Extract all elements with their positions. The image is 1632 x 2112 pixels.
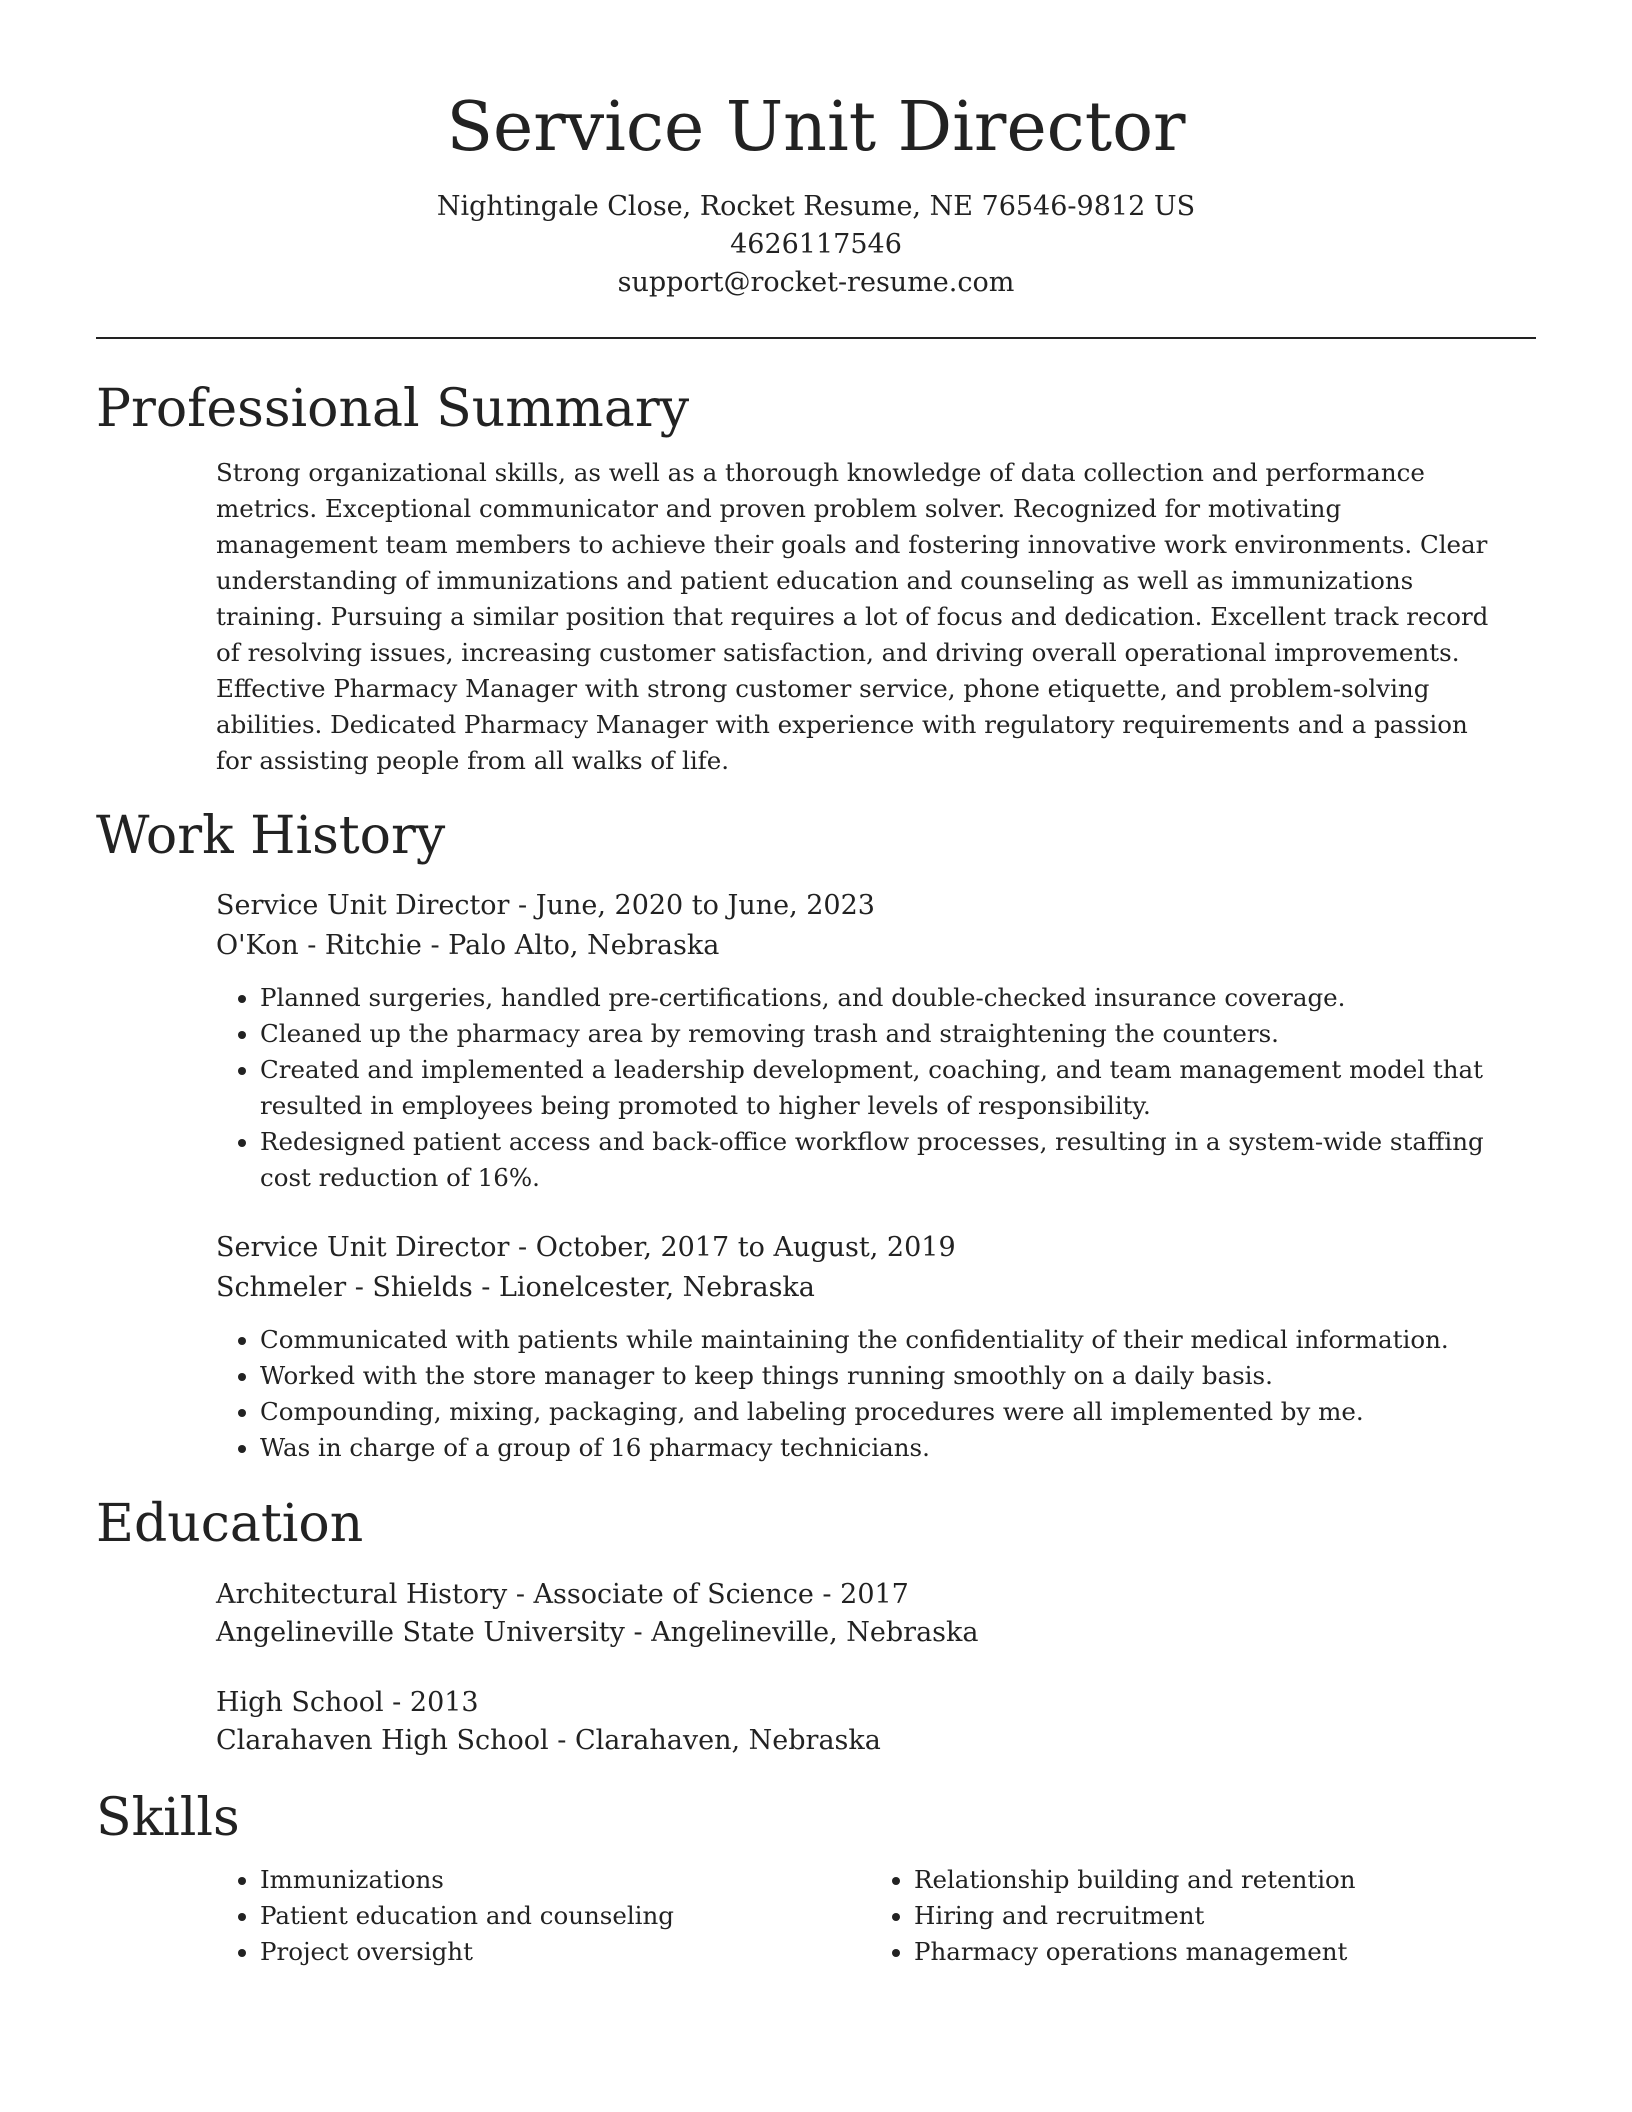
job-bullet: • Communicated with patients while maintaining the confidentiality of their medical information. (260, 1322, 1540, 1358)
job-company: Schmeler - Shields (216, 1271, 473, 1303)
job-entry (216, 886, 1536, 1196)
skill-item: • Hiring and recruitment (914, 1898, 1524, 1934)
job-bullets (216, 980, 1540, 1196)
skill-item: • Patient education and counseling (260, 1898, 870, 1934)
skills-columns (216, 1862, 1536, 1970)
skill-item: • Pharmacy operations management (914, 1934, 1524, 1970)
contact-block (96, 188, 1536, 302)
skills-section (96, 1786, 1536, 1970)
education-location: Clarahaven, Nebraska (574, 1724, 881, 1756)
education-school-line: Angelineville State University - Angelineville, Nebraska (216, 1616, 979, 1648)
job-bullets (216, 1322, 1540, 1466)
education-degree: High School (216, 1686, 384, 1718)
skill-item: • Immunizations (260, 1862, 870, 1898)
job-location: Palo Alto, Nebraska (448, 929, 720, 961)
education-entry (216, 1576, 1536, 1652)
education-school-line: Clarahaven High School - Clarahaven, Nebraska (216, 1724, 881, 1756)
education-school: Clarahaven High School (216, 1724, 549, 1756)
resume-page (96, 0, 1536, 1970)
professional-summary-section (96, 377, 1536, 779)
job-title: Service Unit Director (216, 1231, 510, 1263)
contact-address: Nightingale Close, Rocket Resume, NE 76546-9812 US (436, 191, 1196, 222)
skill-item: • Relationship building and retention (914, 1862, 1524, 1898)
skills-list-left (216, 1862, 870, 1970)
job-bullet: • Redesigned patient access and back-office workflow processes, resulting in a system-wide staffing cost reduction of 16%. (260, 1124, 1540, 1196)
job-bullet: • Planned surgeries, handled pre-certifications, and double-checked insurance coverage. (260, 980, 1540, 1016)
education-degree: Architectural History - Associate of Science (216, 1578, 814, 1610)
education-year: 2017 (840, 1578, 909, 1610)
section-heading-summary: Professional Summary (96, 379, 690, 439)
job-title: Service Unit Director (216, 889, 510, 921)
job-bullet: • Created and implemented a leadership development, coaching, and team management model that resulted in employees being promoted to higher levels of responsibility. (260, 1052, 1540, 1124)
job-title-line: Service Unit Director - June, 2020 to June, 2023 (216, 889, 875, 921)
job-bullet: • Cleaned up the pharmacy area by removing trash and straightening the counters. (260, 1016, 1540, 1052)
section-heading-work: Work History (96, 805, 446, 866)
section-heading-education: Education (96, 1493, 364, 1554)
job-entry (216, 1228, 1536, 1466)
education-year: 2013 (409, 1686, 479, 1718)
resume-name: Service Unit Director (446, 88, 1186, 167)
job-title-line: Service Unit Director - October, 2017 to August, 2019 (216, 1231, 956, 1263)
header-divider (96, 337, 1536, 339)
contact-phone: 4626117546 (730, 229, 902, 260)
work-history-section (96, 804, 1536, 1466)
job-company-line: Schmeler - Shields - Lionelcester, Nebraska (216, 1271, 815, 1303)
summary-text: Strong organizational skills, as well as a thorough knowledge of data collection and performance metrics. Exceptional communicator and proven problem solver. Recognized for motivating management team members to achieve their goals and fostering innovative work environments. Clear understanding of immunizations and patient education and counseling as well as immunizations training. Pursuing a similar position that requires a lot of focus and dedication. Excellent track record of resolving issues, increasing customer satisfaction, and driving overall operational improvements. Effective Pharmacy Manager with strong customer service, phone etiquette, and problem-solving abilities. Dedicated Pharmacy Manager with experience with regulatory requirements and a passion for assisting people from all walks of life. (216, 458, 1489, 775)
education-degree-line: High School - 2013 (216, 1686, 479, 1718)
job-bullet: • Worked with the store manager to keep things running smoothly on a daily basis. (260, 1358, 1540, 1394)
contact-email: support@rocket-resume.com (617, 267, 1015, 298)
job-company-line: O'Kon - Ritchie - Palo Alto, Nebraska (216, 929, 720, 961)
job-bullet: • Compounding, mixing, packaging, and labeling procedures were all implemented by me. (260, 1394, 1540, 1430)
job-bullet: • Was in charge of a group of 16 pharmacy technicians. (260, 1430, 1540, 1466)
education-location: Angelineville, Nebraska (651, 1616, 979, 1648)
job-dates: June, 2020 to June, 2023 (535, 889, 875, 921)
section-heading-skills: Skills (96, 1787, 240, 1848)
education-entry (216, 1684, 1536, 1760)
job-dates: October, 2017 to August, 2019 (535, 1231, 956, 1263)
job-location: Lionelcester, Nebraska (498, 1271, 815, 1303)
education-degree-line: Architectural History - Associate of Science - 2017 (216, 1578, 909, 1610)
skill-item: • Project oversight (260, 1934, 870, 1970)
education-school: Angelineville State University (216, 1616, 625, 1648)
skills-list-right (870, 1862, 1524, 1970)
job-company: O'Kon - Ritchie (216, 929, 422, 961)
education-section (96, 1492, 1536, 1760)
